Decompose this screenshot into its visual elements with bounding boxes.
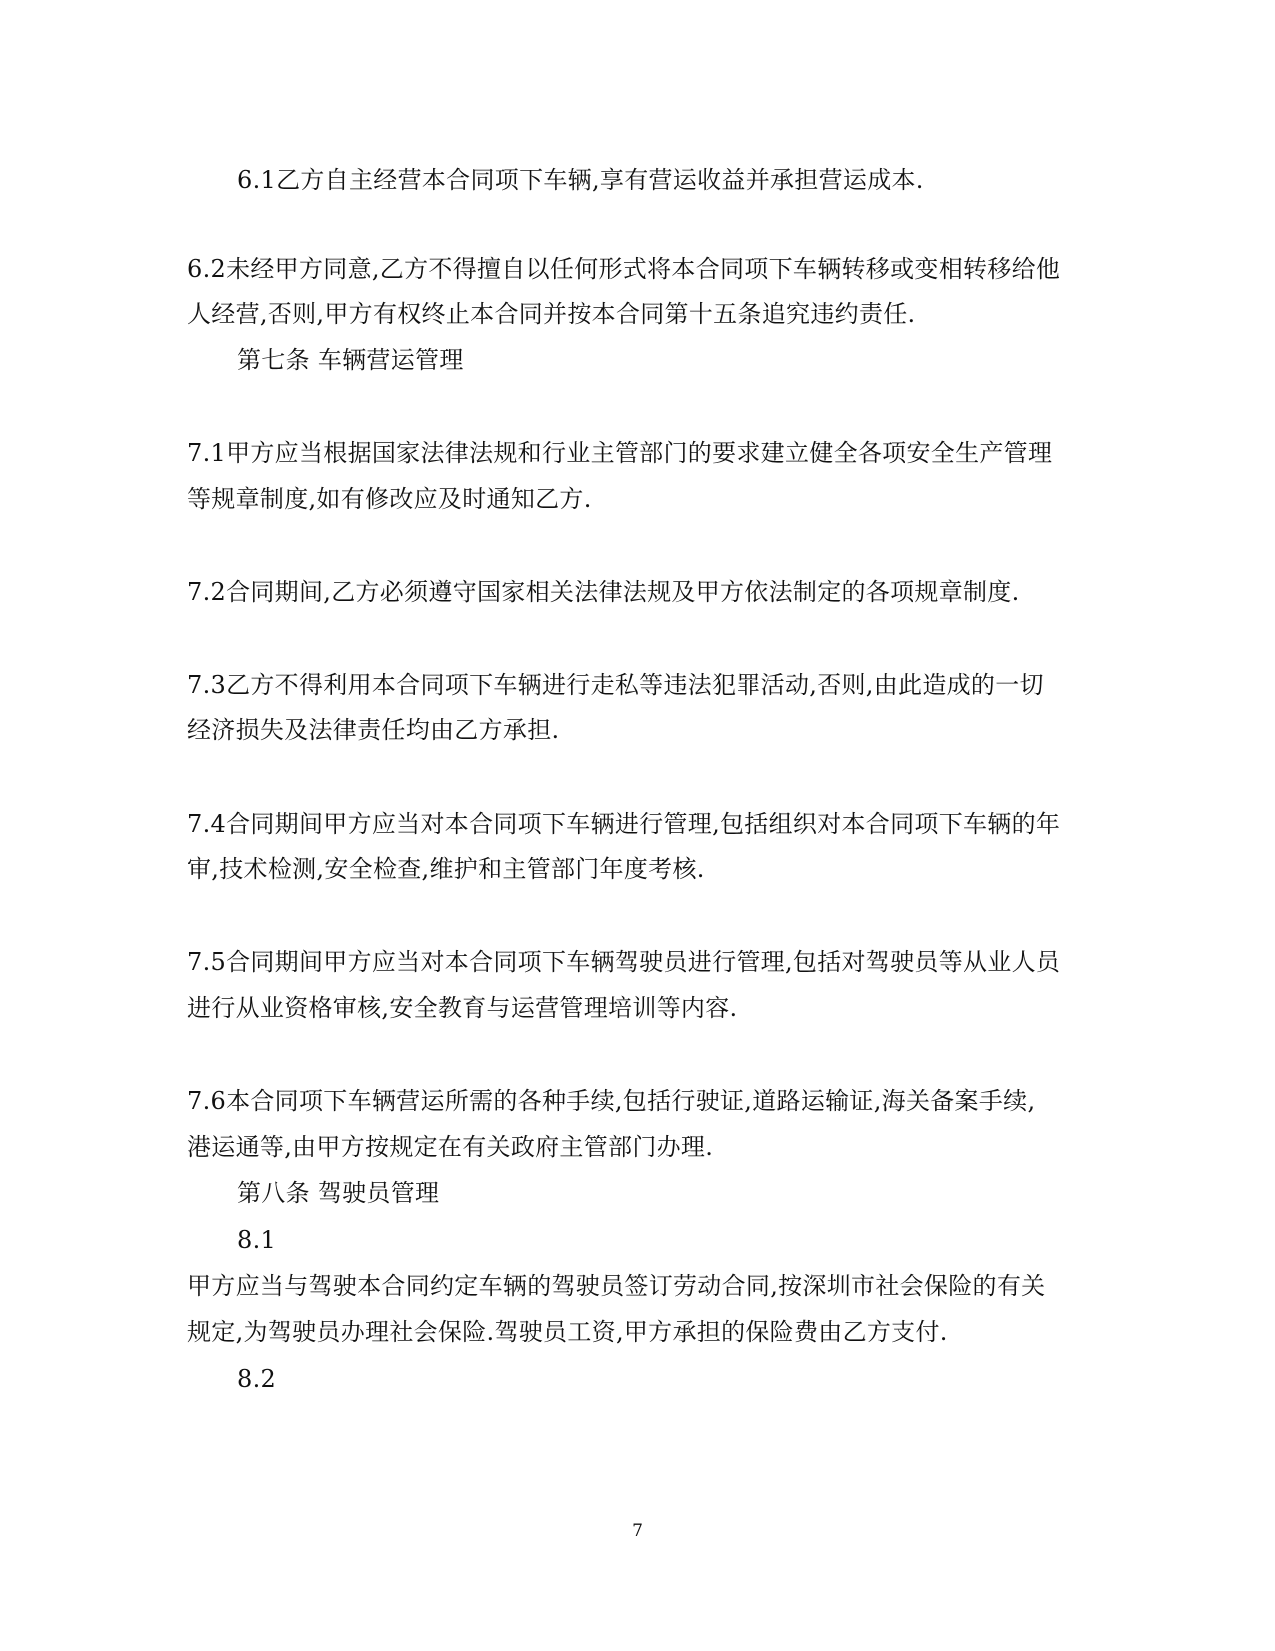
clause-7-6-line-2: 港运通等,由甲方按规定在有关政府主管部门办理. [187, 1133, 714, 1161]
clause-7-3-line-1: 7.3乙方不得利用本合同项下车辆进行走私等违法犯罪活动,否则,由此造成的一切 [187, 671, 1044, 699]
article-8-heading: 第八条 驾驶员管理 [237, 1179, 440, 1207]
clause-7-1-line-1: 7.1甲方应当根据国家法律法规和行业主管部门的要求建立健全各项安全生产管理 [187, 439, 1053, 467]
clause-7-3-line-2: 经济损失及法律责任均由乙方承担. [187, 716, 560, 744]
clause-8-1-line-2: 规定,为驾驶员办理社会保险.驾驶员工资,甲方承担的保险费由乙方支付. [187, 1318, 948, 1346]
clause-7-6-line-1: 7.6本合同项下车辆营运所需的各种手续,包括行驶证,道路运输证,海关备案手续, [187, 1087, 1036, 1115]
clause-6-1: 6.1乙方自主经营本合同项下车辆,享有营运收益并承担营运成本. [237, 166, 924, 194]
clause-6-2-line-2: 人经营,否则,甲方有权终止本合同并按本合同第十五条追究违约责任. [187, 300, 916, 328]
clause-7-5-line-2: 进行从业资格审核,安全教育与运营管理培训等内容. [187, 994, 738, 1022]
clause-8-2-number: 8.2 [237, 1365, 277, 1393]
clause-8-1-line-1: 甲方应当与驾驶本合同约定车辆的驾驶员签订劳动合同,按深圳市社会保险的有关 [187, 1272, 1046, 1300]
clause-7-4-line-1: 7.4合同期间甲方应当对本合同项下车辆进行管理,包括组织对本合同项下车辆的年 [187, 810, 1061, 838]
clause-7-2: 7.2合同期间,乙方必须遵守国家相关法律法规及甲方依法制定的各项规章制度. [187, 578, 1020, 606]
page-number: 7 [632, 1521, 643, 1541]
clause-7-5-line-1: 7.5合同期间甲方应当对本合同项下车辆驾驶员进行管理,包括对驾驶员等从业人员 [187, 948, 1061, 976]
clause-7-4-line-2: 审,技术检测,安全检查,维护和主管部门年度考核. [187, 855, 705, 883]
clause-6-2-line-1: 6.2未经甲方同意,乙方不得擅自以任何形式将本合同项下车辆转移或变相转移给他 [187, 255, 1061, 283]
clause-7-1-line-2: 等规章制度,如有修改应及时通知乙方. [187, 485, 592, 513]
clause-8-1-number: 8.1 [237, 1226, 277, 1254]
article-7-heading: 第七条 车辆营运管理 [237, 346, 464, 374]
